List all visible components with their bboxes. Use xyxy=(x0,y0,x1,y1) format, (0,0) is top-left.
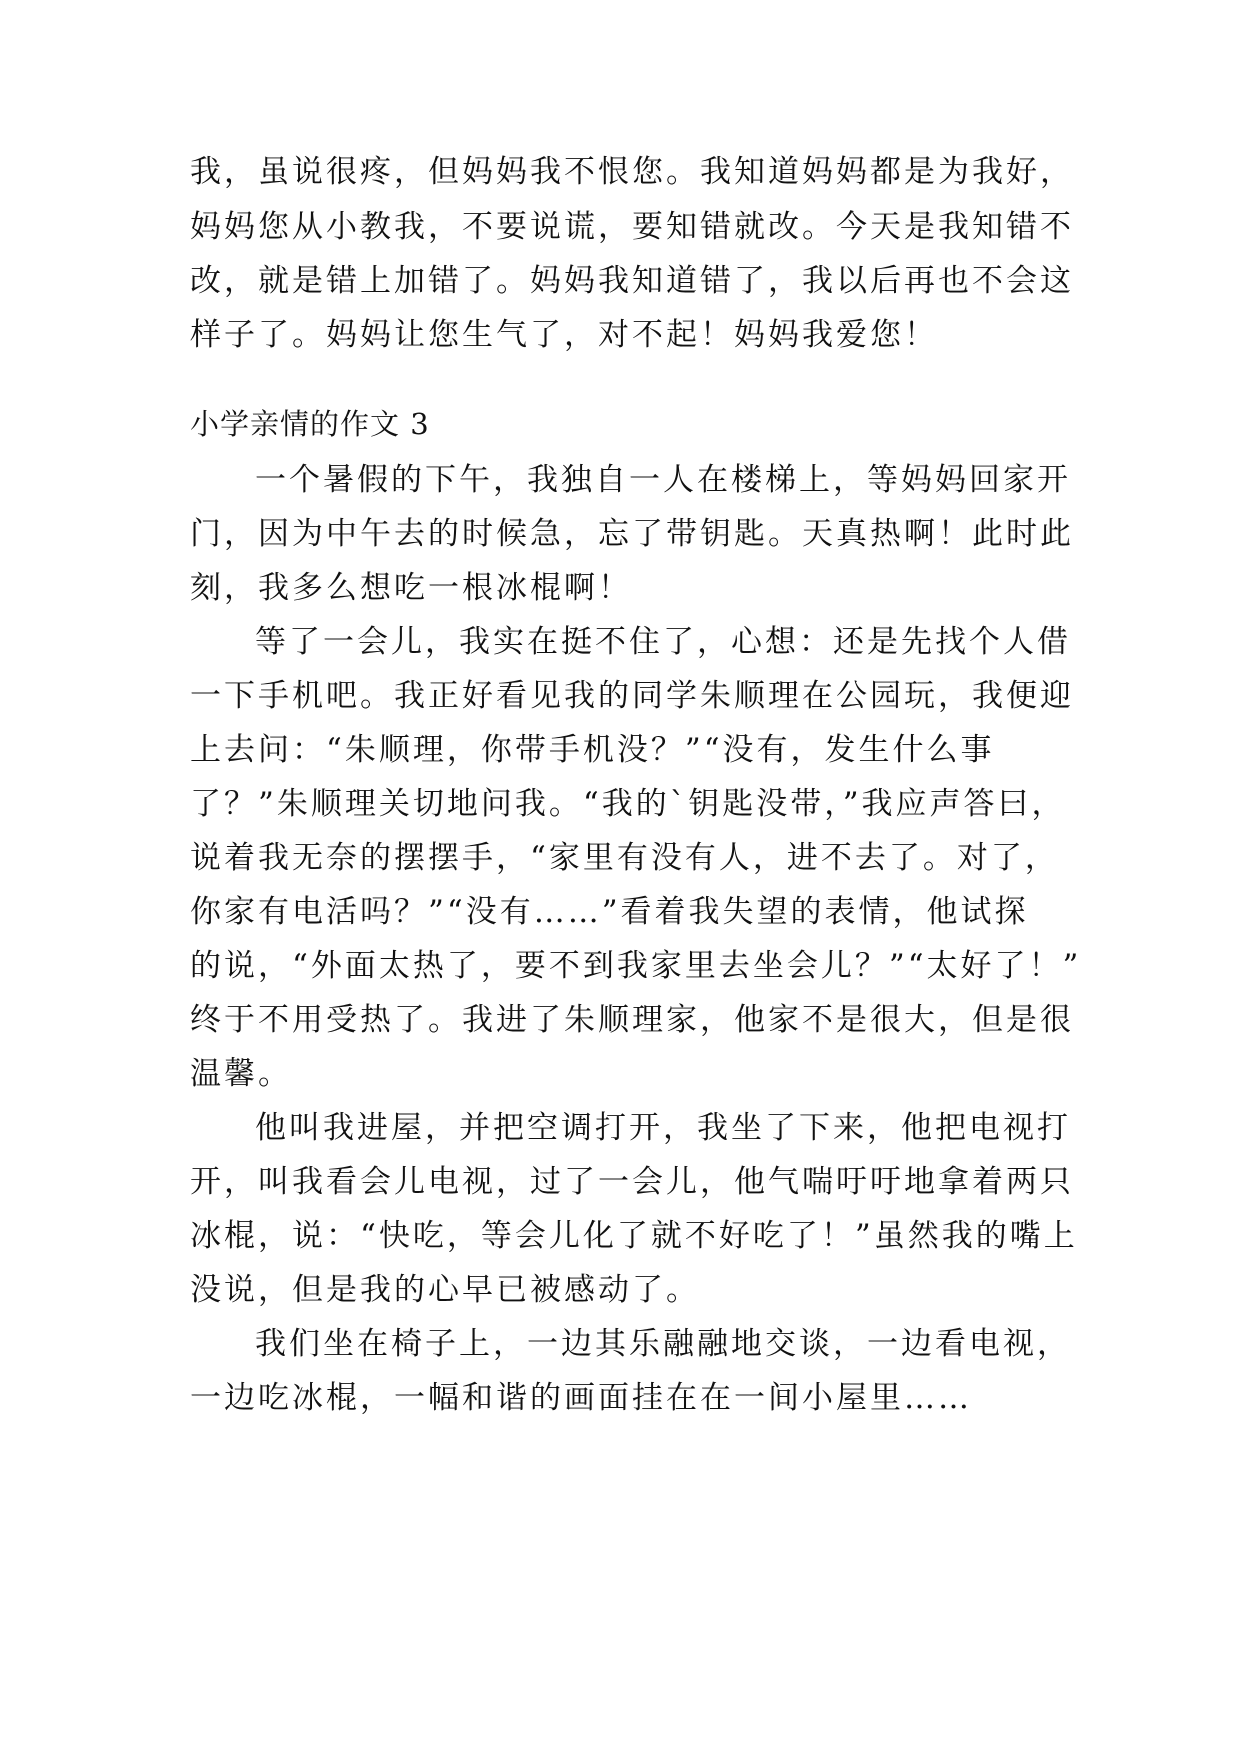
text-line: 一下手机吧。我正好看见我的同学朱顺理在公园玩，我便迎 xyxy=(190,678,1074,714)
text-line: 了？”朱顺理关切地问我。“我的`钥匙没带，”我应声答曰， xyxy=(190,786,1066,822)
text-line: 开，叫我看会儿电视，过了一会儿，他气喘吁吁地拿着两只 xyxy=(190,1164,1074,1200)
text-line: 我，虽说很疼，但妈妈我不恨您。我知道妈妈都是为我好， xyxy=(190,154,1074,190)
text-line: 上去问：“朱顺理，你带手机没？”“没有，发生什么事 xyxy=(190,732,995,768)
text-line: 一边吃冰棍，一幅和谐的画面挂在在一间小屋里…… xyxy=(190,1380,972,1416)
text-line: 等了一会儿，我实在挺不住了，心想：还是先找个人借 xyxy=(255,624,1071,660)
text-line: 他叫我进屋，并把空调打开，我坐了下来，他把电视打 xyxy=(255,1110,1071,1146)
text-line: 改，就是错上加错了。妈妈我知道错了，我以后再也不会这 xyxy=(190,263,1074,299)
text-line: 我们坐在椅子上，一边其乐融融地交谈，一边看电视， xyxy=(255,1326,1071,1362)
text-line: 门，因为中午去的时候急，忘了带钥匙。天真热啊！此时此 xyxy=(190,516,1074,552)
text-line: 刻，我多么想吃一根冰棍啊！ xyxy=(190,570,632,606)
section-title: 小学亲情的作文 3 xyxy=(190,407,430,441)
text-line: 终于不用受热了。我进了朱顺理家，他家不是很大，但是很 xyxy=(190,1002,1074,1038)
text-line: 你家有电活吗？”“没有……”看着我失望的表情，他试探 xyxy=(190,894,1029,930)
text-line: 样子了。妈妈让您生气了，对不起！妈妈我爱您！ xyxy=(190,317,938,353)
text-line: 说着我无奈的摆摆手，“家里有没有人，进不去了。对了， xyxy=(190,840,1059,876)
text-line: 的说，“外面太热了，要不到我家里去坐会儿？”“太好了！” xyxy=(190,948,1082,984)
text-line: 妈妈您从小教我，不要说谎，要知错就改。今天是我知错不 xyxy=(190,209,1074,245)
text-line: 没说，但是我的心早已被感动了。 xyxy=(190,1272,700,1308)
text-line: 温馨。 xyxy=(190,1056,292,1092)
text-line: 冰棍，说：“快吃，等会儿化了就不好吃了！”虽然我的嘴上 xyxy=(190,1218,1078,1254)
text-line: 一个暑假的下午，我独自一人在楼梯上，等妈妈回家开 xyxy=(255,462,1071,498)
